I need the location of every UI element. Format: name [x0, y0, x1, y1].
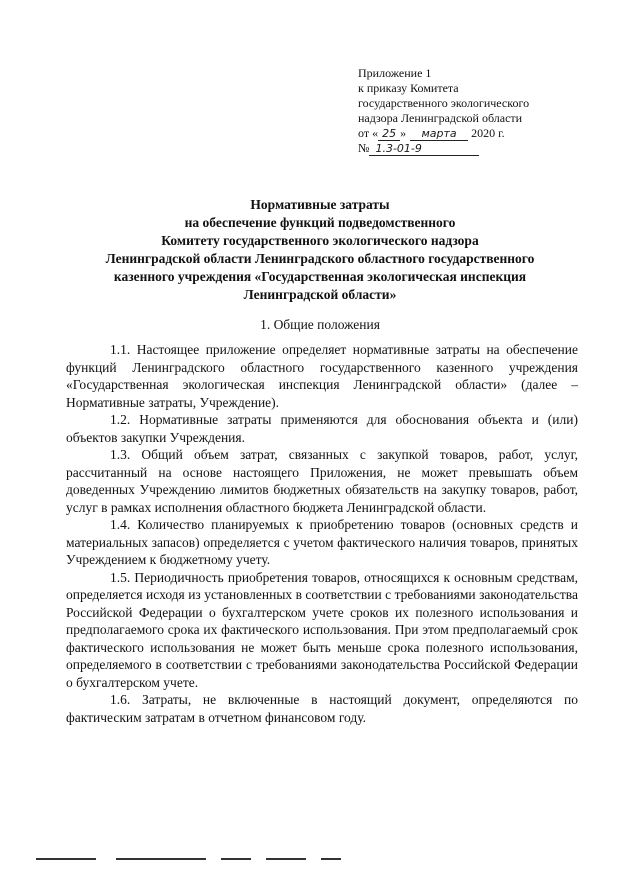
appendix-committee-line2: надзора Ленинградской области	[358, 111, 523, 125]
handwritten-month: марта	[410, 128, 468, 141]
scan-mark	[266, 858, 306, 860]
title-line: Ленинградской области Ленинградского областного государственного	[105, 251, 535, 266]
paragraph-1-5: 1.5. Периодичность приобретения товаров, относящихся к основным средствам, определяется исходя из установленных в соответствии с требованиями законодательства Российской Федерации о бухгалтерском учете сроков их полезного использования и предполагаемого срока их фактического использования. При этом предполагаемый срок фактического использования не может быть меньше срока полезного использования, определяемого в соответствии с требованиями законодательства Российской Федерации о бухгалтерском учете.	[66, 569, 578, 690]
appendix-title: Приложение 1	[358, 66, 432, 80]
appendix-order-ref: к приказу Комитета	[358, 81, 459, 95]
title-line: Комитету государственного экологического надзора	[161, 233, 479, 248]
document-title	[60, 196, 580, 304]
title-line: на обеспечение функций подведомственного	[184, 215, 456, 230]
number-prefix: №	[358, 141, 370, 155]
handwritten-day: 25	[378, 128, 400, 141]
appendix-committee-line1: государственного экологического	[358, 96, 530, 110]
scan-mark	[321, 858, 341, 860]
document-body	[66, 341, 578, 726]
section-heading: 1. Общие положения	[260, 317, 380, 332]
title-line: Нормативные затраты	[250, 197, 390, 212]
handwritten-number: 1.3-01-9	[369, 143, 479, 156]
paragraph-1-6: 1.6. Затраты, не включенные в настоящий документ, определяются по фактическим затратам в отчетном финансовом году.	[66, 692, 578, 725]
scan-artifact-marks	[36, 858, 396, 862]
scan-mark	[116, 858, 206, 860]
date-mid: »	[400, 126, 407, 140]
paragraph-1-3: 1.3. Общий объем затрат, связанных с закупкой товаров, работ, услуг, рассчитанный на основе настоящего Приложения, не может превышать объем доведенных Учреждению лимитов бюджетных обязательств на закупку товаров, работ, услуг в рамках исполнения областного бюджета Ленинградской области.	[66, 447, 578, 515]
appendix-number-line	[358, 141, 598, 156]
appendix-date-line	[358, 126, 598, 141]
scan-mark	[36, 858, 96, 860]
appendix-block	[358, 66, 598, 156]
title-line: казенного учреждения «Государственная экологическая инспекция	[113, 269, 527, 284]
date-prefix: от «	[358, 126, 379, 140]
paragraph-1-1: 1.1. Настоящее приложение определяет нормативные затраты на обеспечение функций Ленинградского областного государственного казенного учреждения «Государственная экологическая инспекция Ленинградской области» (далее – Нормативные затраты, Учреждение).	[66, 342, 578, 410]
date-year: 2020 г.	[471, 126, 505, 140]
title-line: Ленинградской области»	[243, 287, 397, 302]
paragraph-1-2: 1.2. Нормативные затраты применяются для обоснования объекта и (или) объектов закупки Учреждения.	[66, 412, 578, 445]
paragraph-1-4: 1.4. Количество планируемых к приобретению товаров (основных средств и материальных запасов) определяется с учетом фактического наличия товаров, принятых Учреждением к бюджетному учету.	[66, 517, 578, 567]
scan-mark	[221, 858, 251, 860]
